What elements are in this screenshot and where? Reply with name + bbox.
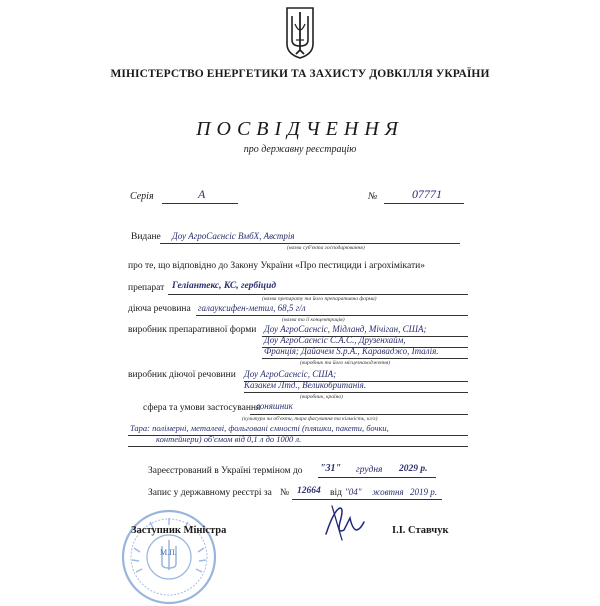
active-maker-label: виробник діючої речовини bbox=[128, 370, 236, 380]
entry-day: "04" bbox=[345, 487, 362, 497]
formulation-maker-label: виробник препаративної форми bbox=[128, 325, 257, 335]
active-caption: (назва та її концентрація) bbox=[282, 317, 345, 323]
scope-label: сфера та умови застосування bbox=[143, 403, 261, 413]
product-value: Геліантекс, КС, гербіцид bbox=[172, 281, 277, 291]
entry-number-sign: № bbox=[280, 488, 290, 498]
packaging-line: Тара: полімерні, металеві, фольговані ємності (пляшки, пакети, бочки, bbox=[130, 423, 389, 433]
formulation-maker-line: Доу АгроСаєнсіс С.А.С., Друзенхайм, bbox=[264, 335, 406, 345]
law-text: про те, що відповідно до Закону України «Про пестициди і агрохімікати» bbox=[128, 261, 425, 271]
formulation-maker-line: Доу АгроСаєнсіс, Мідланд, Мічіган, США; bbox=[264, 324, 427, 334]
number-value: 07771 bbox=[412, 187, 442, 201]
entry-month: жовтня bbox=[372, 487, 404, 497]
series-underline bbox=[162, 203, 238, 204]
active-maker-line: Доу АгроСаєнсіс, США; bbox=[244, 369, 337, 379]
product-caption: (назва препарату та його препаративна форма) bbox=[262, 296, 377, 302]
formulation-maker-line: Франція; Дайачем S.p.A., Караваджо, Італія. bbox=[264, 346, 439, 356]
number-label: № bbox=[368, 191, 378, 202]
series-value: А bbox=[198, 187, 206, 201]
active-value: галауксифен-метил, 68,5 г/л bbox=[198, 303, 306, 313]
number-underline bbox=[384, 203, 464, 204]
stamp-mark: М.П. bbox=[160, 548, 177, 557]
issued-value: Доу АгроСаєнсіс ВмбХ, Австрія bbox=[172, 231, 295, 241]
registered-month: грудня bbox=[356, 465, 383, 475]
registered-underline bbox=[318, 477, 436, 478]
entry-number: 12664 bbox=[297, 486, 321, 496]
registered-text: Зареєстрований в Україні терміном до bbox=[148, 466, 303, 476]
scope-caption: (культура чи об'єкти, тара фасування та кількість, кг/л) bbox=[242, 416, 378, 422]
signature-icon bbox=[320, 500, 370, 545]
product-label: препарат bbox=[128, 283, 165, 293]
active-maker-line: Казакем Лтд., Великобританія. bbox=[244, 380, 367, 390]
document-title: ПОСВІДЧЕННЯ bbox=[196, 118, 404, 140]
issued-underline bbox=[160, 243, 460, 244]
scope-value: соняшник bbox=[256, 401, 293, 411]
product-underline bbox=[168, 294, 468, 295]
active-label: діюча речовина bbox=[128, 304, 191, 314]
entry-from: від bbox=[330, 488, 342, 498]
trident-emblem-icon bbox=[283, 6, 317, 60]
active-maker-caption: (виробник, країна) bbox=[300, 394, 343, 400]
entry-text: Запис у державному реєстрі за bbox=[148, 488, 272, 498]
packaging-line: контейнери) об'ємом від 0,1 л до 1000 л. bbox=[156, 434, 302, 444]
active-underline bbox=[196, 315, 468, 316]
signatory-name: І.І. Ставчук bbox=[392, 525, 449, 536]
registered-day: "31" bbox=[320, 463, 342, 474]
formulation-maker-caption: (виробник та його місцезнаходження) bbox=[300, 360, 390, 366]
active-maker-underline-2 bbox=[244, 392, 468, 393]
entry-year: 2019 р. bbox=[410, 487, 437, 497]
signatory-position: Заступник Міністра bbox=[131, 525, 227, 536]
formulation-maker-underline-3 bbox=[262, 358, 468, 359]
packaging-underline-2 bbox=[128, 446, 468, 447]
scope-underline bbox=[250, 414, 468, 415]
series-label: Серія bbox=[130, 191, 154, 202]
document-subtitle: про державну реєстрацію bbox=[243, 144, 357, 155]
registered-year: 2029 р. bbox=[399, 464, 428, 474]
ministry-name: МІНІСТЕРСТВО ЕНЕРГЕТИКИ ТА ЗАХИСТУ ДОВКІЛЛЯ УКРАЇНИ bbox=[110, 68, 490, 80]
issued-caption: (назва суб'єкта господарювання) bbox=[287, 245, 365, 251]
official-stamp-icon bbox=[120, 508, 218, 606]
issued-label: Видане bbox=[131, 232, 161, 242]
